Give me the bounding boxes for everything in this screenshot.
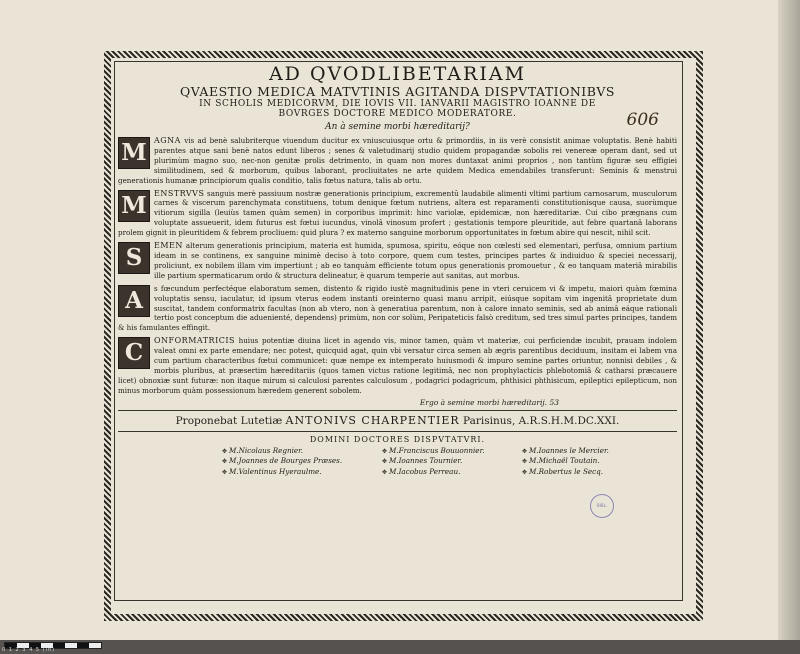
proponent-line bbox=[118, 414, 677, 428]
divider-rule bbox=[118, 410, 677, 411]
section-lead: ENSTRVVS bbox=[154, 188, 205, 198]
title-line-1: AD QVODLIBETARIAM bbox=[268, 63, 527, 85]
section-lead: EMEN bbox=[154, 241, 183, 251]
proponent-prefix: Proponebat Lutetiæ bbox=[175, 414, 283, 427]
section-text: s fœcundum perfectéque elaboratum semen, distento & rigido iustè magnitudinis pene in vteri ceruicem vi & impetu, maiori quàm fœmina voluptatis sensu, iaculatur, id ipsum vterus eodem instanti oreinterno quasi manu arripit, eiúsque sopitam vim ingenitâ proprietate dum suscitat, tandem conformatrix facultas (non ab vtero, non à generatiua parentum, non à calore innato seminis, sed ab animâ eáque rationali tertio post conceptum die aduenienté, dependens) primùm, non cor solùm, Peripateticis falsò creditum, sed tres simul partes principes, tandem & his famulantes effingit. bbox=[118, 283, 677, 333]
section-lead: AGNA bbox=[154, 136, 181, 145]
section-text: vis ad benè salubriterque viuendum ducitur ex vniuscuiusque ortu & primordiis, in iis verè consistit animae voluptatis. Benè habiti parentes atque sani benè natos edunt liberos ; senes & valetudinarij studio quidem propagandæ sobolis rei venereæ operam dant, sed ut plurimùm magno suo, nec-non genitæ prolis detrimento, in quam non mores duntaxat animi proprios , non tantùm figuræ seu effigiei similitudinem, sed & morborum, quibus laborant, procliuitates ne arte quidem Medica emendabiles transferunt: Seminis & menstrui generationis humanæ principiorum qualis conditio, talis fœtus natura, talis ab ortu. bbox=[118, 136, 677, 185]
section-text: sanguis merè passiuum nostræ generationis principium, excrementū laudabile alimenti vltimi partium carnosarum, musculorum carnes & viscerum parenchymata constituens, totum denique fœtum nutriens, altera est reparamenti constitutionisque causa, suorùmque vitiorum sigilla (leuiùs tamen quàm semen) in corporibus imprimit: hinc variolæ, epidemicæ, non hæreditariæ. Cui cibo prægnans cum voluptate assueuerit, idem futurus est fœtui iucundus, vinolâ vinosum profert ; gestationis tempore pleuritide, aut febre quartanâ laborans prolem gignit in pleuritidem & febrem procliuem: quid plura ? ex materno sanguine morborum opportunitates in fœtum abire qui nescit, nihil scit. bbox=[118, 188, 677, 238]
conclusion-text: Ergo à semine morbi hæreditarij. bbox=[419, 397, 548, 407]
question-text: An à semine morbi hæreditarij? bbox=[325, 122, 470, 132]
drop-cap: M bbox=[118, 137, 150, 169]
section-3 bbox=[118, 241, 677, 281]
doctor-name: ✥ M.Franciscus Bouuonnier. bbox=[382, 446, 512, 457]
title-line-3: IN SCHOLIS MEDICORVM, DIE IOVIS VII. IANVARII MAGISTRO IOANNE DE bbox=[199, 99, 596, 109]
scale-bar bbox=[0, 640, 800, 654]
document-content bbox=[118, 64, 677, 596]
library-stamp: BIBL. bbox=[590, 494, 614, 518]
conclusion-mark: 53 bbox=[549, 397, 559, 407]
handwritten-number: 606 bbox=[626, 110, 659, 130]
title-line-2: QVAESTIO MEDICA MATVTINIS AGITANDA DISPVTATIONIBVS bbox=[179, 84, 615, 99]
conclusion-line bbox=[118, 398, 677, 407]
proponent-suffix: Parisinus, A.R.S.H.M.DC.XXI. bbox=[463, 414, 620, 427]
doctor-name: ✥ M.Iacobus Perreau. bbox=[382, 467, 512, 478]
ruler-labels: 0 1 2 3 4 5 (in) bbox=[2, 647, 56, 653]
doctors-heading: DOMINI DOCTORES DISPVTATVRI. bbox=[309, 434, 486, 444]
section-2 bbox=[118, 189, 677, 239]
doctor-name: ✥ M.Ioannes le Mercier. bbox=[522, 446, 652, 457]
drop-cap: A bbox=[118, 285, 150, 317]
title-line-4: BOVRGES DOCTORE MEDICO MODERATORE. bbox=[278, 109, 517, 119]
section-lead: ONFORMATRICIS bbox=[154, 336, 236, 346]
drop-cap: C bbox=[118, 337, 150, 369]
proponent-name: ANTONIVS CHARPENTIER bbox=[285, 413, 460, 427]
doctors-list bbox=[222, 446, 677, 478]
section-1 bbox=[118, 136, 677, 186]
drop-cap: S bbox=[118, 242, 150, 274]
doctor-name: ✥ M.Ioannes Tournier. bbox=[382, 456, 512, 467]
drop-cap: M bbox=[118, 190, 150, 222]
section-text: alterum generationis principium, materia est humida, spumosa, spiritu, eóque non cœlesti sed elementari, perfusa, omnium partium ideam in se continens, ex sanguine minimè deciso à toto corpore, quem cum testes, principes partes & indiuiduo & speciei necessarij, proliciunt, ex nobilem illam vim impertiunt ; ab eo tanquàm efficiente totum opus generationis promouetur , & eo tanquam materiâ mirabilis ille partium spermaticarum ordo & structura delineatur, è quarum temperie aut sanitas, aut morbus. bbox=[154, 241, 677, 280]
section-5 bbox=[118, 336, 677, 395]
page-edge-shadow bbox=[778, 0, 800, 640]
doctor-name: ✥ M.Nicolaus Regnier. bbox=[222, 446, 372, 457]
doctor-name: ✥ M.Valentinus Hyeraulme. bbox=[222, 467, 372, 478]
doctor-name: ✥ M.Joannes de Bourges Præses. bbox=[222, 456, 372, 467]
section-4 bbox=[118, 284, 677, 334]
doctor-name: ✥ M.Robertus le Secq. bbox=[522, 467, 652, 478]
divider-rule bbox=[118, 431, 677, 432]
section-text: huius potentiæ diuina licet in agendo vis, minor tamen, quàm vt materiæ, cui perficiendæ incubit, prauam indolem valeat omni ex parte emendare; nec potest, quicquid agat, quin vbi versatur circa semen ab ægris parentibus deciduum, insitam ei labem vna cum partium characteribus fœtui communicet: quæ nempe ex intemperato huiusmodi & impuro semine partes oriuntur, nonnisi debiles , & morbis pluribus, at præsertim hæreditariis (quos tamen victus ratione legitimâ, nec non prophylacticis phlebotomiâ & catharsi præcauere licet) obnoxiæ sunt futuræ: non itaque mirum si calculosi parentes calculosum , podagrici podagricum, phthisici phthisicum, epileptici epilepticum, non minus morborum quàm possessionum hæredem generent sobolem. bbox=[118, 336, 677, 395]
doctor-name: ✥ M.Michaël Toutain. bbox=[522, 456, 652, 467]
